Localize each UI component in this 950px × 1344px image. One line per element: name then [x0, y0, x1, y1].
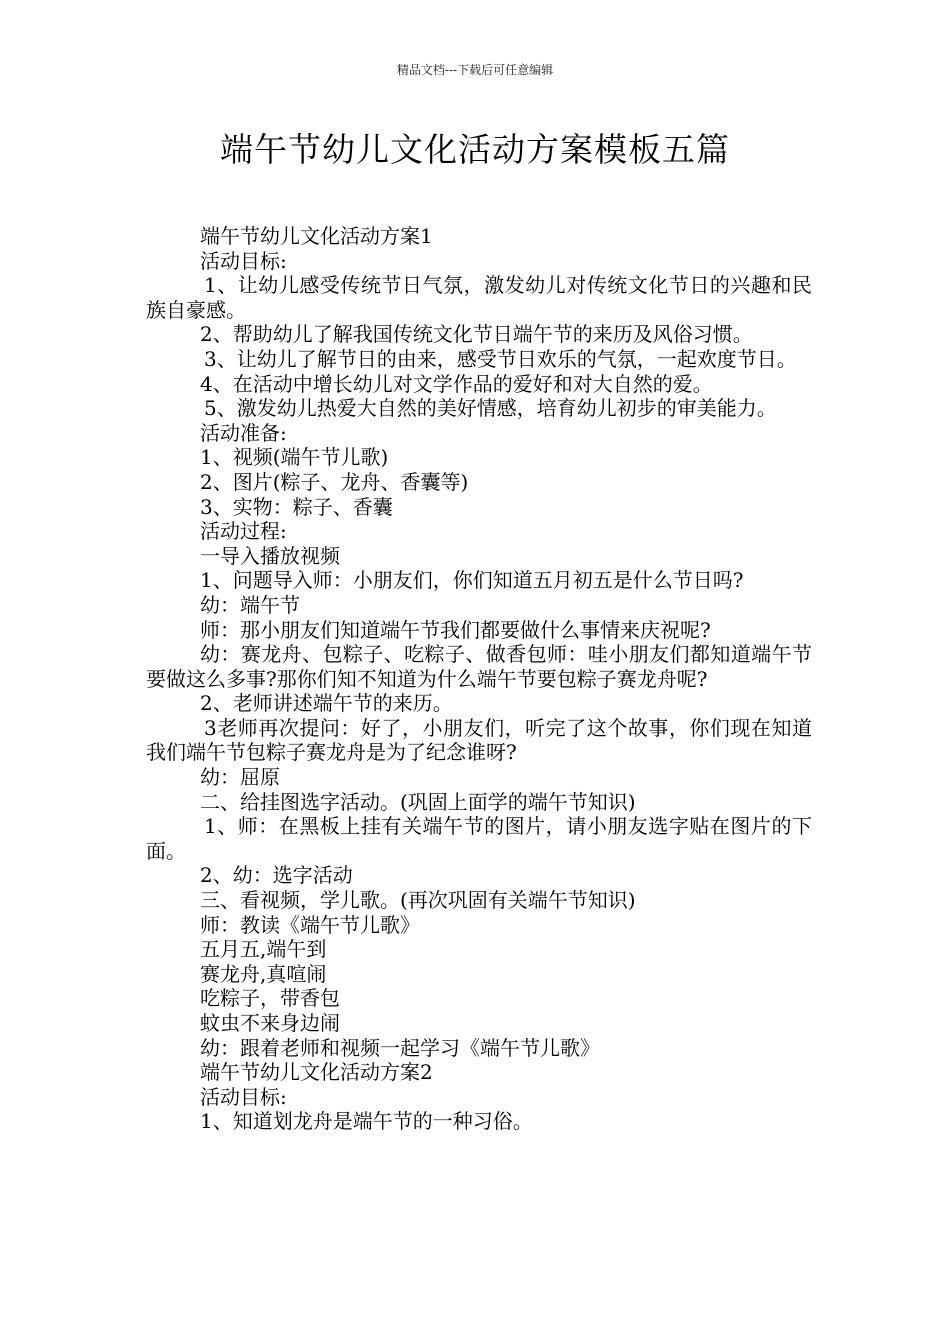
paragraph: 幼：跟着老师和视频一起学习《端午节儿歌》 — [200, 1035, 600, 1060]
paragraph: 幼：赛龙舟、包粽子、吃粽子、做香包师：哇小朋友们都知道端午节要做这么多事?那你们知不知道为什么端午节要包粽子赛龙舟呢? — [146, 642, 812, 691]
paragraph: 幼：端午节 — [200, 592, 300, 617]
paragraph: 1、让幼儿感受传统节日气氛，激发幼儿对传统文化节日的兴趣和民族自豪感。 — [146, 273, 812, 322]
paragraph: 师：教读《端午节儿歌》 — [200, 912, 420, 937]
song-line: 赛龙舟,真喧闹 — [200, 961, 327, 986]
paragraph: 师：那小朋友们知道端午节我们都要做什么事情来庆祝呢? — [200, 617, 711, 642]
paragraph: 1、知道划龙舟是端午节的一种习俗。 — [200, 1109, 533, 1134]
paragraph: 2、图片(粽子、龙舟、香囊等) — [200, 469, 469, 494]
page-header: 精品文档---下载后可任意编辑 — [396, 63, 554, 77]
paragraph: 2、老师讲述端午节的来历。 — [200, 691, 453, 716]
paragraph: 活动目标: — [200, 248, 287, 273]
song-line: 五月五,端午到 — [200, 937, 327, 962]
paragraph: 4、在活动中增长幼儿对文学作品的爱好和对大自然的爱。 — [200, 371, 713, 396]
paragraph: 三、看视频，学儿歌。(再次巩固有关端午节知识) — [200, 888, 636, 913]
paragraph: 活动准备: — [200, 420, 287, 445]
paragraph: 二、给挂图选字活动。(巩固上面学的端午节知识) — [200, 789, 636, 814]
paragraph: 2、帮助幼儿了解我国传统文化节日端午节的来历及风俗习惯。 — [200, 322, 753, 347]
paragraph: 2、幼：选字活动 — [200, 863, 353, 888]
paragraph: 幼：屈原 — [200, 765, 280, 790]
paragraph: 3老师再次提问：好了，小朋友们，听完了这个故事，你们现在知道我们端午节包粽子赛龙舟是为了纪念谁呀? — [146, 715, 812, 765]
paragraph: 5、激发幼儿热爱大自然的美好情感，培育幼儿初步的审美能力。 — [204, 396, 777, 421]
paragraph: 一导入播放视频 — [200, 543, 340, 568]
document-title: 端午节幼儿文化活动方案模板五篇 — [220, 130, 730, 169]
song-line: 蚊虫不来身边闹 — [200, 1011, 340, 1035]
paragraph: 1、师：在黑板上挂有关端午节的图片，请小朋友选字贴在图片的下面。 — [146, 814, 812, 863]
paragraph: 1、视频(端午节儿歌) — [200, 445, 389, 470]
paragraph: 3、让幼儿了解节日的由来，感受节日欢乐的气氛，一起欢度节日。 — [204, 346, 797, 371]
paragraph: 3、实物：粽子、香囊 — [200, 494, 393, 519]
paragraph: 活动过程: — [200, 519, 287, 544]
section-heading: 端午节幼儿文化活动方案2 — [200, 1060, 433, 1085]
song-line: 吃粽子，带香包 — [200, 986, 340, 1011]
paragraph: 活动目标: — [200, 1084, 287, 1109]
section-heading: 端午节幼儿文化活动方案1 — [200, 224, 433, 248]
paragraph: 1、问题导入师：小朋友们，你们知道五月初五是什么节日吗? — [200, 568, 744, 593]
document-body — [146, 224, 812, 1134]
